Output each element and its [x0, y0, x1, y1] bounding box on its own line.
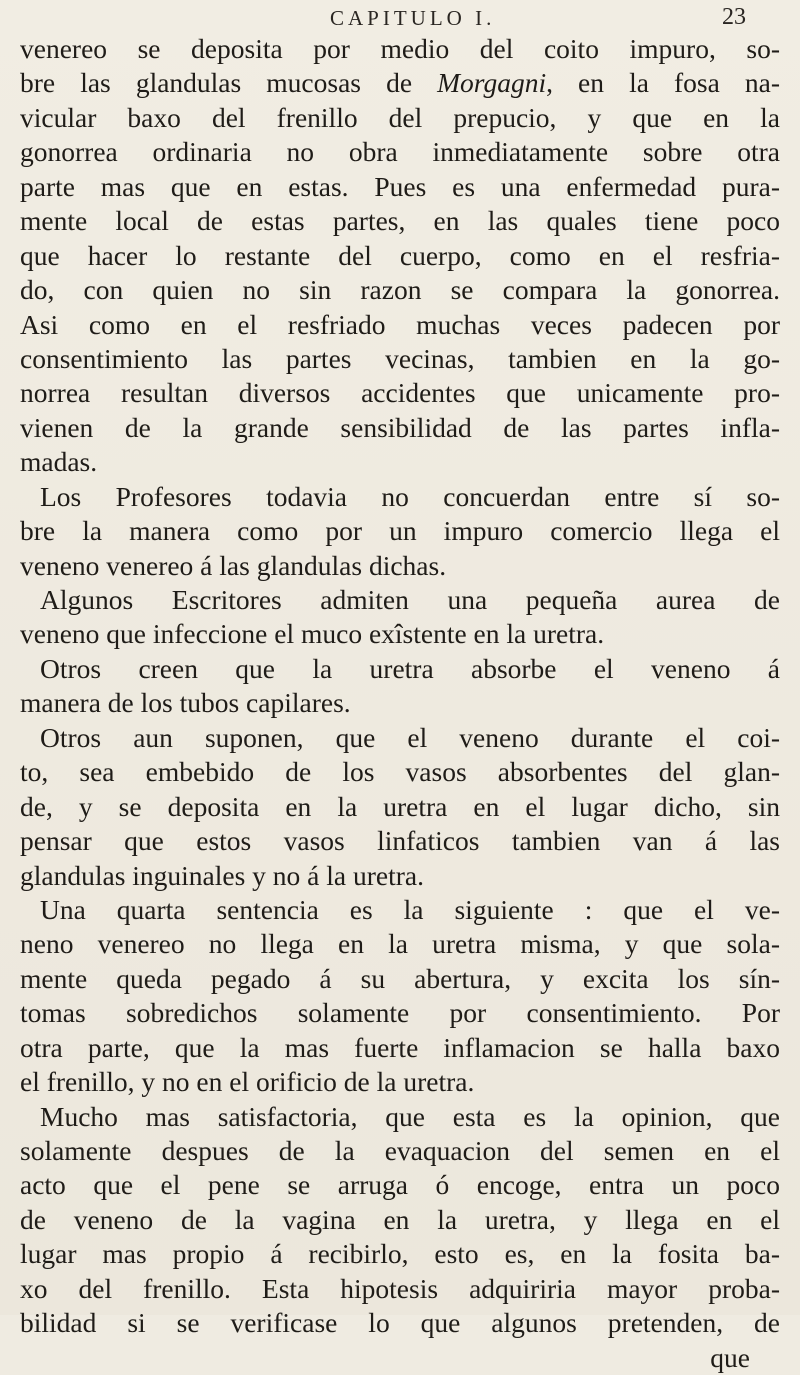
text-line: lugar mas propio á recibirlo, esto es, en la fosita ba- — [20, 1238, 780, 1270]
text-line: vicular baxo del frenillo del prepucio, y que en la — [20, 101, 780, 133]
text-line: de, y se deposita en la uretra en el lugar dicho, sin — [20, 790, 780, 822]
text-line: do, con quien no sin razon se compara la gonorrea. — [20, 274, 780, 306]
text-line: solamente despues de la evaquacion del semen en el — [20, 1135, 780, 1166]
text-line: madas. — [20, 446, 98, 478]
body-text — [20, 32, 780, 1375]
text-line: el frenillo, y no en el orificio de la uretra. — [20, 1066, 475, 1098]
text-line: glandulas inguinales y no á la uretra. — [20, 859, 424, 891]
text-line: veneno venereo á las glandulas dichas. — [20, 549, 447, 581]
text-line: Una quarta sentencia es la siguiente : que el ve- — [40, 893, 780, 925]
text-line: consentimiento las partes vecinas, tambien en la go- — [20, 342, 780, 374]
text-line: venereo se deposita por medio del coito impuro, so- — [20, 33, 780, 64]
text-line: to, sea embebido de los vasos absorbentes del glan- — [20, 756, 780, 788]
text-line: Otros creen que la uretra absorbe el veneno á — [40, 652, 780, 684]
text-line: de veneno de la vagina en la uretra, y llega en el — [20, 1203, 780, 1235]
text-line: Mucho mas satisfactoria, que esta es la opinion, que — [40, 1100, 780, 1132]
text-line: mente local de estas partes, en las quales tiene poco — [20, 205, 780, 237]
text-line: acto que el pene se arruga ó encoge, entra un poco — [20, 1169, 780, 1201]
text-line — [20, 66, 780, 100]
text-line: otra parte, que la mas fuerte inflamacion se halla baxo — [20, 1031, 780, 1063]
text-line: bilidad si se verificase lo que algunos pretenden, de — [20, 1307, 780, 1339]
text-line: tomas sobredichos solamente por consentimiento. Por — [20, 997, 780, 1029]
page-number: 23 — [722, 4, 746, 30]
text-segment: bre las glandulas mucosas de — [20, 67, 438, 99]
text-line: Los Profesores todavia no concuerdan entre sí so- — [40, 480, 780, 512]
text-line: xo del frenillo. Esta hipotesis adquiriria mayor proba- — [20, 1272, 780, 1304]
text-line: bre la manera como por un impuro comercio llega el — [20, 515, 780, 547]
text-line: vienen de la grande sensibilidad de las partes infla- — [20, 411, 780, 443]
text-line: gonorrea ordinaria no obra inmediatamente sobre otra — [20, 136, 780, 168]
text-line: pensar que estos vasos linfaticos tambien van á las — [20, 825, 780, 857]
text-line: Asi como en el resfriado muchas veces padecen por — [20, 308, 780, 340]
italic-name: Morgagni — [437, 67, 547, 99]
text-line: neno venereo no llega en la uretra misma, y que sola- — [20, 928, 780, 960]
text-line: Algunos Escritores admiten una pequeña aurea de — [40, 584, 780, 615]
text-line: manera de los tubos capilares. — [20, 687, 351, 719]
text-line: veneno que infeccione el muco exîstente en la uretra. — [20, 618, 605, 650]
catchword: que — [710, 1341, 750, 1373]
text-line: norrea resultan diversos accidentes que unicamente pro- — [20, 377, 780, 409]
chapter-running-title: CAPITULO I. — [330, 6, 496, 30]
text-segment: , en la fosa na- — [546, 67, 780, 99]
text-line: parte mas que en estas. Pues es una enfermedad pura- — [20, 170, 780, 202]
text-line: Otros aun suponen, que el veneno durante el coi- — [40, 721, 780, 753]
running-head — [0, 2, 800, 36]
text-line: que hacer lo restante del cuerpo, como en el resfria- — [20, 239, 780, 271]
text-line: mente queda pegado á su abertura, y excita los sín- — [20, 962, 780, 994]
